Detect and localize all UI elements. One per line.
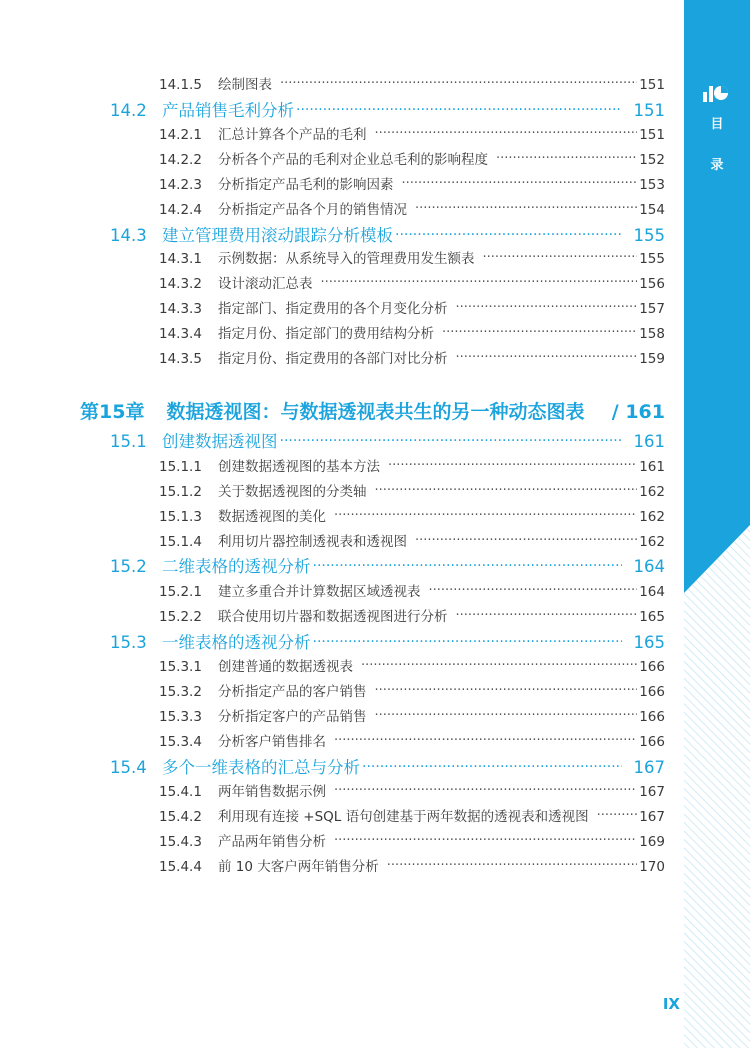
toc-leader-dots [442,325,637,338]
toc-number: 14.2.4 [159,202,202,218]
toc-page: 166 [639,709,665,725]
toc-subsection[interactable] [159,680,665,700]
toc-number: 15.1.2 [159,484,202,500]
toc-subsection[interactable] [159,198,665,218]
toc-title: 指定月份、指定部门的费用结构分析 [218,326,434,342]
toc-title: 产品两年销售分析 [218,834,326,850]
toc-leader-dots [375,483,638,496]
toc-subsection[interactable] [159,830,665,850]
toc-page: 161 [639,459,665,475]
page-number: IX [662,995,680,1013]
toc-title: 产品销售毛利分析 [162,101,294,120]
toc-number: 15.2 [110,557,147,576]
toc-title: 联合使用切片器和数据透视图进行分析 [218,609,448,625]
toc-title: 分析指定客户的产品销售 [218,709,367,725]
toc-page: 162 [639,484,665,500]
toc-number: 15.3.3 [159,709,202,725]
toc-page: 161 [633,432,665,451]
toc-title: 一维表格的透视分析 [162,633,311,652]
toc-page: 164 [633,557,665,576]
toc-title: 建立管理费用滚动跟踪分析模板 [162,226,393,245]
toc-leader-dots [395,227,622,241]
toc-title: 分析指定产品的客户销售 [218,684,367,700]
toc-title: 分析各个产品的毛利对企业总毛利的影响程度 [218,152,488,168]
toc-leader-dots [456,300,638,313]
toc-title: 示例数据：从系统导入的管理费用发生额表 [218,251,475,267]
toc-page: 151 [639,77,665,93]
toc-section[interactable] [110,629,665,653]
toc-subsection[interactable] [159,780,665,800]
toc-subsection[interactable] [159,247,665,267]
toc-leader-dots [375,126,638,139]
toc-page: 152 [639,152,665,168]
side-tab-label [684,80,750,200]
toc-page: 155 [633,226,665,245]
toc-subsection[interactable] [159,505,665,525]
toc-number: 15.1.3 [159,509,202,525]
toc-title: 设计滚动汇总表 [218,276,313,292]
toc-page: 166 [639,659,665,675]
toc-number: 14.2 [110,101,147,120]
toc-title: 分析指定产品各个月的销售情况 [218,202,407,218]
toc-title: 多个一维表格的汇总与分析 [162,758,360,777]
toc-title: 分析客户销售排名 [218,734,326,750]
toc-leader-dots [375,683,638,696]
toc-subsection[interactable] [159,530,665,550]
toc-page: 162 [639,534,665,550]
side-tab-char-1: 目 [710,117,724,132]
toc-number: 15.4.2 [159,809,202,825]
toc-title: 分析指定产品毛利的影响因素 [218,177,394,193]
toc-leader-dots [313,558,622,572]
toc-page: 164 [639,584,665,600]
toc-page: 151 [639,127,665,143]
toc-subsection[interactable] [159,322,665,342]
toc-leader-dots [334,508,637,521]
toc-leader-dots [334,733,637,746]
toc-title: 关于数据透视图的分类轴 [218,484,367,500]
toc-subsection[interactable] [159,805,665,825]
toc-page: 167 [639,809,665,825]
toc-leader-dots [496,151,637,164]
toc-leader-dots [456,608,638,621]
toc-number: 14.2.2 [159,152,202,168]
toc-number: 15.2.1 [159,584,202,600]
toc-title: 前 10 大客户两年销售分析 [218,859,379,875]
toc-leader-dots [361,658,637,671]
toc-number: 14.2.3 [159,177,202,193]
toc-number: 15.3 [110,633,147,652]
toc-number: 15.4 [110,758,147,777]
toc-number: 14.3 [110,226,147,245]
toc-title: 创建数据透视图 [162,432,278,451]
toc-title: 利用现有连接 +SQL 语句创建基于两年数据的透视表和透视图 [218,809,589,825]
toc-page: 166 [639,684,665,700]
toc-subsection[interactable] [159,123,665,143]
toc-leader-dots [313,634,622,648]
toc-leader-dots [415,533,637,546]
toc-title: 指定月份、指定费用的各部门对比分析 [218,351,448,367]
toc-leader-dots [334,783,637,796]
toc-page: 165 [633,633,665,652]
toc-chapter[interactable] [80,397,665,424]
toc-page: 155 [639,251,665,267]
toc-title: 两年销售数据示例 [218,784,326,800]
toc-number: 14.3.5 [159,351,202,367]
toc-number: 15.4.4 [159,859,202,875]
toc-title: 建立多重合并计算数据区域透视表 [218,584,421,600]
toc-section[interactable] [110,553,665,577]
toc-leader-dots [456,350,638,363]
toc-page: / 161 [611,401,665,423]
toc-leader-dots [375,708,638,721]
toc-leader-dots [387,858,637,871]
toc-number: 14.2.1 [159,127,202,143]
toc-number: 第15章 [80,401,145,423]
toc-subsection[interactable] [159,297,665,317]
toc-subsection[interactable] [159,173,665,193]
toc-page: 154 [639,202,665,218]
toc-subsection[interactable] [159,705,665,725]
toc-number: 14.3.3 [159,301,202,317]
toc-subsection[interactable] [159,272,665,292]
toc-subsection[interactable] [159,148,665,168]
side-tab-char-2: 录 [710,158,724,173]
toc-page: 158 [639,326,665,342]
toc-number: 15.3.4 [159,734,202,750]
toc-title: 汇总计算各个产品的毛利 [218,127,367,143]
toc-subsection[interactable] [159,655,665,675]
toc-number: 15.1 [110,432,147,451]
toc-number: 14.3.4 [159,326,202,342]
toc-page: 151 [633,101,665,120]
toc-title: 指定部门、指定费用的各个月变化分析 [218,301,448,317]
toc-section[interactable] [110,97,665,121]
toc-subsection[interactable] [159,605,665,625]
toc-leader-dots [483,250,638,263]
toc-section[interactable] [110,754,665,778]
toc-leader-dots [362,759,622,773]
toc-leader-dots [296,102,622,116]
toc-page: 170 [639,859,665,875]
toc-number: 14.3.2 [159,276,202,292]
toc-subsection[interactable] [159,480,665,500]
toc-subsection[interactable] [159,730,665,750]
toc-page: 169 [639,834,665,850]
toc-title: 数据透视图：与数据透视表共生的另一种动态图表 [166,401,585,423]
toc-number: 15.3.2 [159,684,202,700]
toc-title: 利用切片器控制透视表和透视图 [218,534,407,550]
toc-number: 14.3.1 [159,251,202,267]
toc-page: 166 [639,734,665,750]
toc-subsection[interactable] [159,455,665,475]
toc-leader-dots [415,201,637,214]
toc-page: 167 [639,784,665,800]
toc-number: 14.1.5 [159,77,202,93]
toc-page: 167 [633,758,665,777]
toc-leader-dots [280,76,637,89]
toc-subsection[interactable] [159,347,665,367]
toc-number: 15.2.2 [159,609,202,625]
toc-leader-dots [402,176,638,189]
toc-section[interactable] [110,222,665,246]
toc-number: 15.1.4 [159,534,202,550]
toc-leader-dots [321,275,638,288]
toc-page: 159 [639,351,665,367]
toc-leader-dots [597,808,638,821]
toc-title: 创建数据透视图的基本方法 [218,459,380,475]
toc-title: 绘制图表 [218,77,272,93]
toc-page: 153 [639,177,665,193]
toc-leader-dots [334,833,637,846]
toc-page: 165 [639,609,665,625]
toc-title: 创建普通的数据透视表 [218,659,353,675]
toc-title: 数据透视图的美化 [218,509,326,525]
toc-number: 15.3.1 [159,659,202,675]
toc-number: 15.1.1 [159,459,202,475]
toc-page: 162 [639,509,665,525]
toc-subsection[interactable] [159,855,665,875]
toc-leader-dots [429,583,638,596]
toc-page: 156 [639,276,665,292]
toc-leader-dots [280,433,622,447]
toc-number: 15.4.3 [159,834,202,850]
toc-leader-dots [388,458,637,471]
toc-subsection[interactable] [159,73,665,93]
toc-page: 157 [639,301,665,317]
toc-number: 15.4.1 [159,784,202,800]
toc-title: 二维表格的透视分析 [162,557,311,576]
toc-section[interactable] [110,428,665,452]
toc-subsection[interactable] [159,580,665,600]
